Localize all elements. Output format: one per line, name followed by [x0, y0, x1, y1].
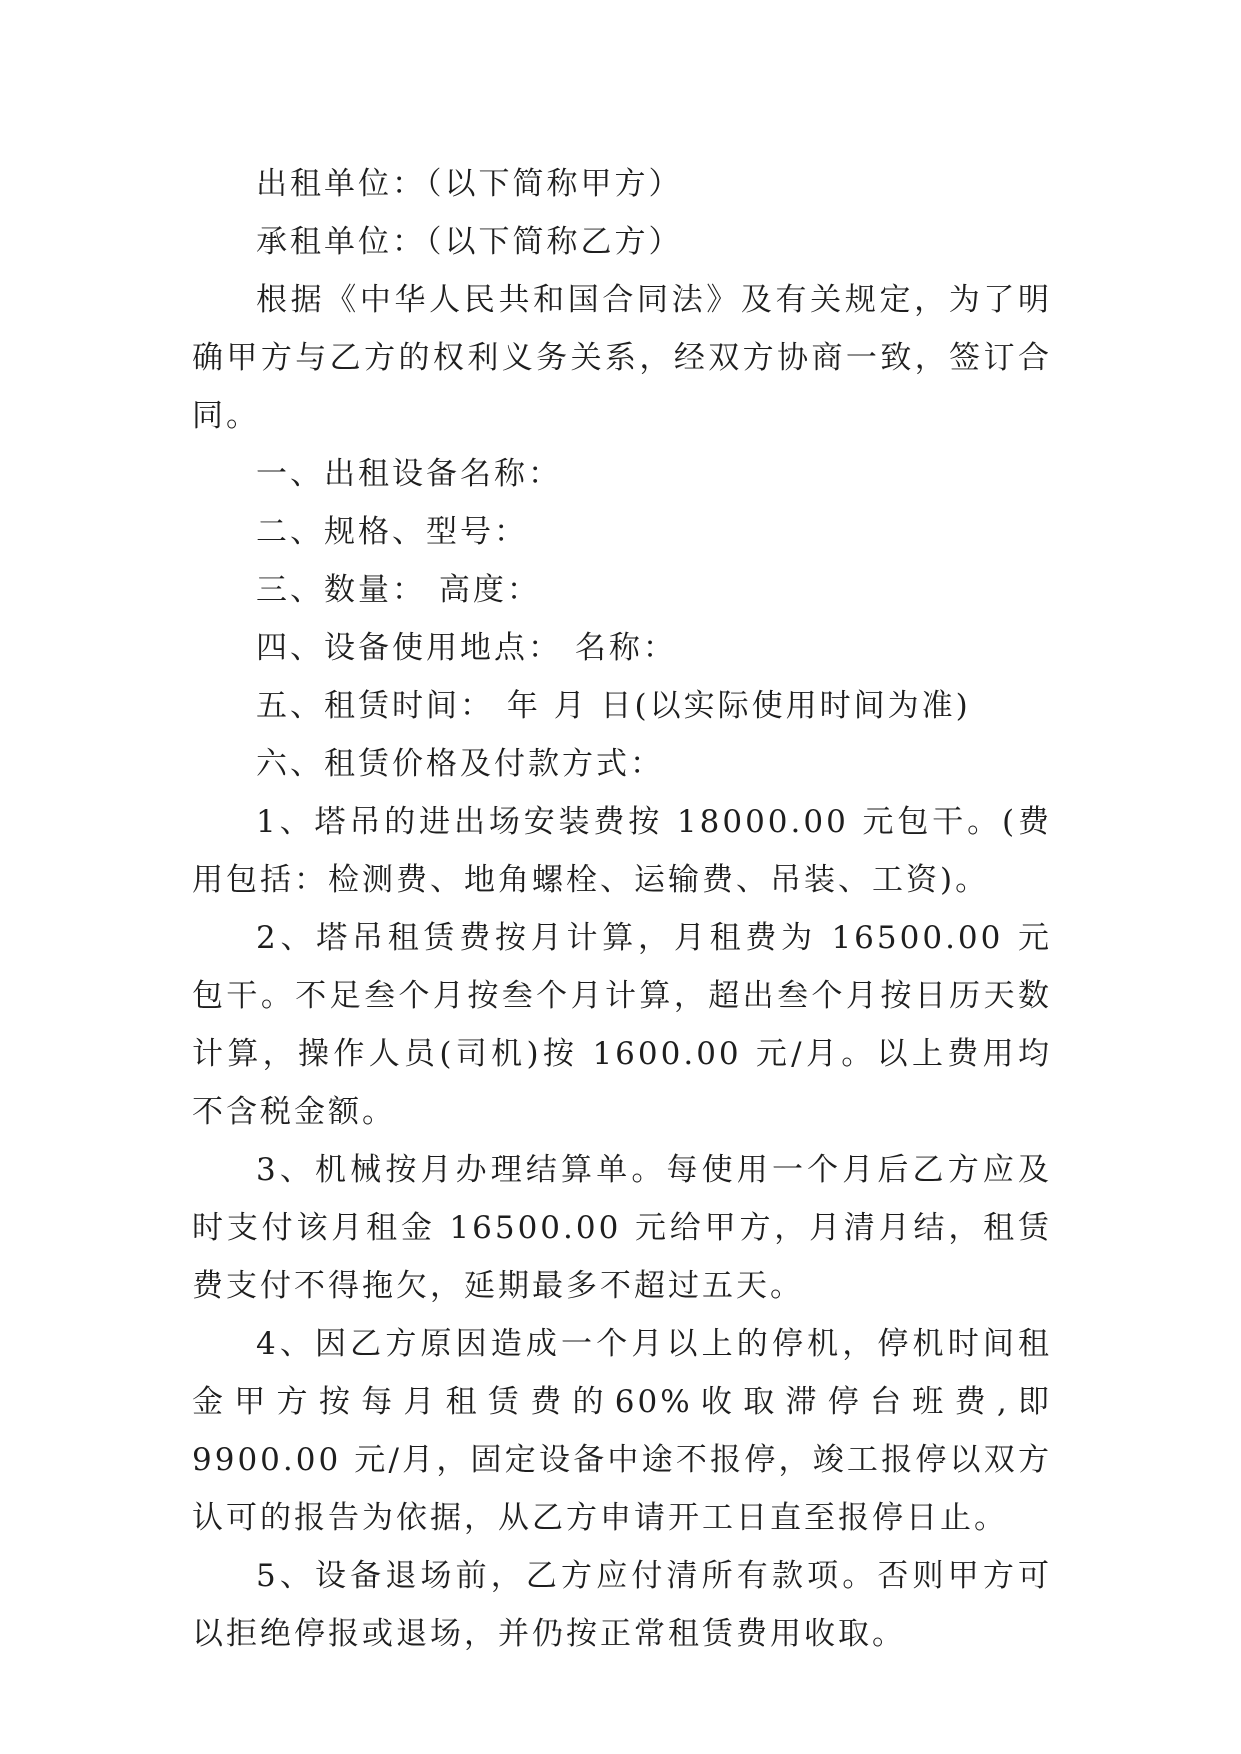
preamble-paragraph: 根据《中华人民共和国合同法》及有关规定，为了明确甲方与乙方的权利义务关系，经双方协商一致，签订合同。 — [192, 282, 1052, 434]
clause-price-payment: 六、租赁价格及付款方式： — [256, 746, 664, 782]
payment-item-5: 5、设备退场前，乙方应付清所有款项。否则甲方可以拒绝停报或退场，并仍按正常租赁费用收取。 — [192, 1558, 1052, 1652]
lessor-line: 出租单位：（以下简称甲方） — [256, 166, 683, 202]
document-body — [192, 155, 1052, 1663]
clause-usage-location: 四、设备使用地点： 名称： — [256, 630, 677, 666]
lessee-line: 承租单位：（以下简称乙方） — [256, 224, 683, 260]
clause-quantity-height: 三、数量： 高度： — [256, 572, 541, 608]
clause-spec-model: 二、规格、型号： — [256, 514, 528, 550]
payment-item-2: 2、塔吊租赁费按月计算，月租费为 16500.00 元包干。不足叁个月按叁个月计算，超出叁个月按日历天数计算，操作人员(司机)按 1600.00 元/月。以上费用均不含税金额。 — [192, 920, 1052, 1130]
payment-item-1: 1、塔吊的进出场安装费按 18000.00 元包干。(费用包括：检测费、地角螺栓、运输费、吊装、工资)。 — [192, 804, 1052, 898]
payment-item-4: 4、因乙方原因造成一个月以上的停机，停机时间租金甲方按每月租赁费的60%收取滞停台班费,即 9900.00 元/月，固定设备中途不报停，竣工报停以双方认可的报告为依据，从乙方申请开工日直至报停日止。 — [192, 1326, 1052, 1536]
payment-item-3: 3、机械按月办理结算单。每使用一个月后乙方应及时支付该月租金 16500.00 元给甲方，月清月结，租赁费支付不得拖欠，延期最多不超过五天。 — [192, 1152, 1052, 1304]
clause-lease-time: 五、租赁时间： 年 月 日(以实际使用时间为准) — [256, 688, 971, 724]
clause-equipment-name: 一、出租设备名称： — [256, 456, 562, 492]
